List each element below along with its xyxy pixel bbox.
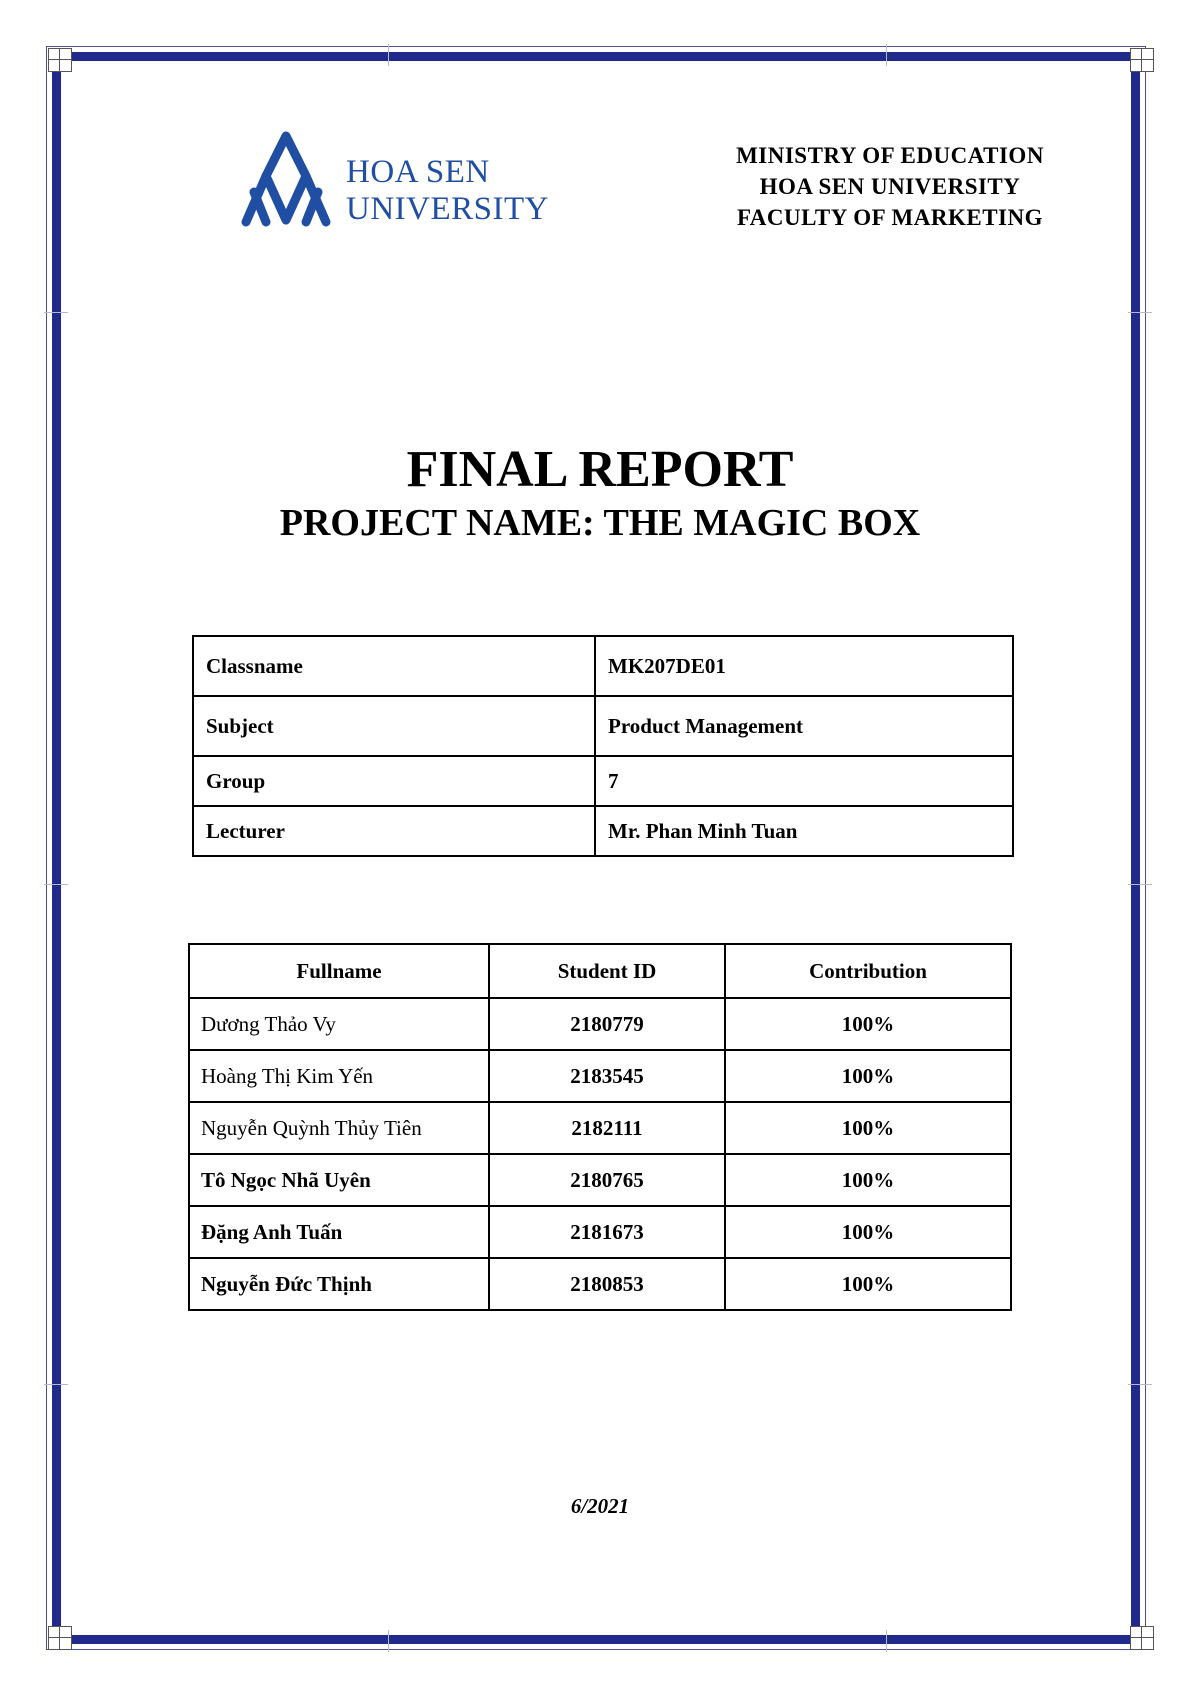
edge-tick <box>1128 884 1152 885</box>
edge-tick <box>44 1384 68 1385</box>
edge-tick <box>388 44 389 66</box>
info-row-classname <box>193 636 1013 696</box>
info-value: Mr. Phan Minh Tuan <box>595 806 1013 856</box>
info-value: MK207DE01 <box>595 636 1013 696</box>
member-contribution: 100% <box>725 1102 1011 1154</box>
member-student-id: 2180765 <box>489 1154 725 1206</box>
column-header-fullname: Fullname <box>189 944 489 998</box>
report-date: 6/2021 <box>570 1494 630 1518</box>
member-name: Dương Thảo Vy <box>189 998 489 1050</box>
column-header-student-id: Student ID <box>489 944 725 998</box>
edge-tick <box>44 884 68 885</box>
table-row <box>189 1050 1011 1102</box>
table-row <box>189 998 1011 1050</box>
info-value: Product Management <box>595 696 1013 756</box>
edge-tick <box>1128 1384 1152 1385</box>
member-contribution: 100% <box>725 998 1011 1050</box>
edge-tick <box>388 1630 389 1652</box>
corner-mark-bottom-left <box>48 1626 72 1650</box>
logo-text <box>346 154 549 228</box>
university-logo <box>236 130 556 234</box>
logo-text-line2: UNIVERSITY <box>346 191 549 227</box>
members-table <box>188 943 1012 1311</box>
project-name: PROJECT NAME: THE MAGIC BOX <box>279 502 921 544</box>
member-name: Nguyễn Đức Thịnh <box>189 1258 489 1310</box>
logo-text-line1: HOA SEN <box>346 154 490 190</box>
info-row-lecturer <box>193 806 1013 856</box>
info-key: Lecturer <box>193 806 595 856</box>
member-student-id: 2181673 <box>489 1206 725 1258</box>
edge-tick <box>1128 312 1152 313</box>
member-student-id: 2182111 <box>489 1102 725 1154</box>
ministry-header <box>700 140 1080 233</box>
info-row-group <box>193 756 1013 806</box>
edge-tick <box>44 312 68 313</box>
info-key: Subject <box>193 696 595 756</box>
class-info-table <box>192 635 1014 857</box>
table-row <box>189 1206 1011 1258</box>
column-header-contribution: Contribution <box>725 944 1011 998</box>
member-name: Nguyễn Quỳnh Thủy Tiên <box>189 1102 489 1154</box>
member-name: Đặng Anh Tuấn <box>189 1206 489 1258</box>
member-contribution: 100% <box>725 1154 1011 1206</box>
member-contribution: 100% <box>725 1206 1011 1258</box>
table-row <box>189 1102 1011 1154</box>
corner-mark-bottom-right <box>1130 1626 1154 1650</box>
info-key: Classname <box>193 636 595 696</box>
member-contribution: 100% <box>725 1258 1011 1310</box>
edge-tick <box>886 1630 887 1652</box>
university-line: HOA SEN UNIVERSITY <box>759 174 1021 199</box>
edge-tick <box>886 44 887 66</box>
member-student-id: 2180853 <box>489 1258 725 1310</box>
ministry-line: MINISTRY OF EDUCATION <box>736 143 1044 168</box>
table-row <box>189 1154 1011 1206</box>
lotus-logo-icon <box>236 130 336 234</box>
member-contribution: 100% <box>725 1050 1011 1102</box>
member-name: Hoàng Thị Kim Yến <box>189 1050 489 1102</box>
corner-mark-top-left <box>48 48 72 72</box>
members-header-row <box>189 944 1011 998</box>
corner-mark-top-right <box>1130 48 1154 72</box>
info-value: 7 <box>595 756 1013 806</box>
report-title: FINAL REPORT <box>406 441 794 498</box>
table-row <box>189 1258 1011 1310</box>
faculty-line: FACULTY OF MARKETING <box>736 205 1044 230</box>
member-student-id: 2183545 <box>489 1050 725 1102</box>
member-name: Tô Ngọc Nhã Uyên <box>189 1154 489 1206</box>
member-student-id: 2180779 <box>489 998 725 1050</box>
info-key: Group <box>193 756 595 806</box>
info-row-subject <box>193 696 1013 756</box>
